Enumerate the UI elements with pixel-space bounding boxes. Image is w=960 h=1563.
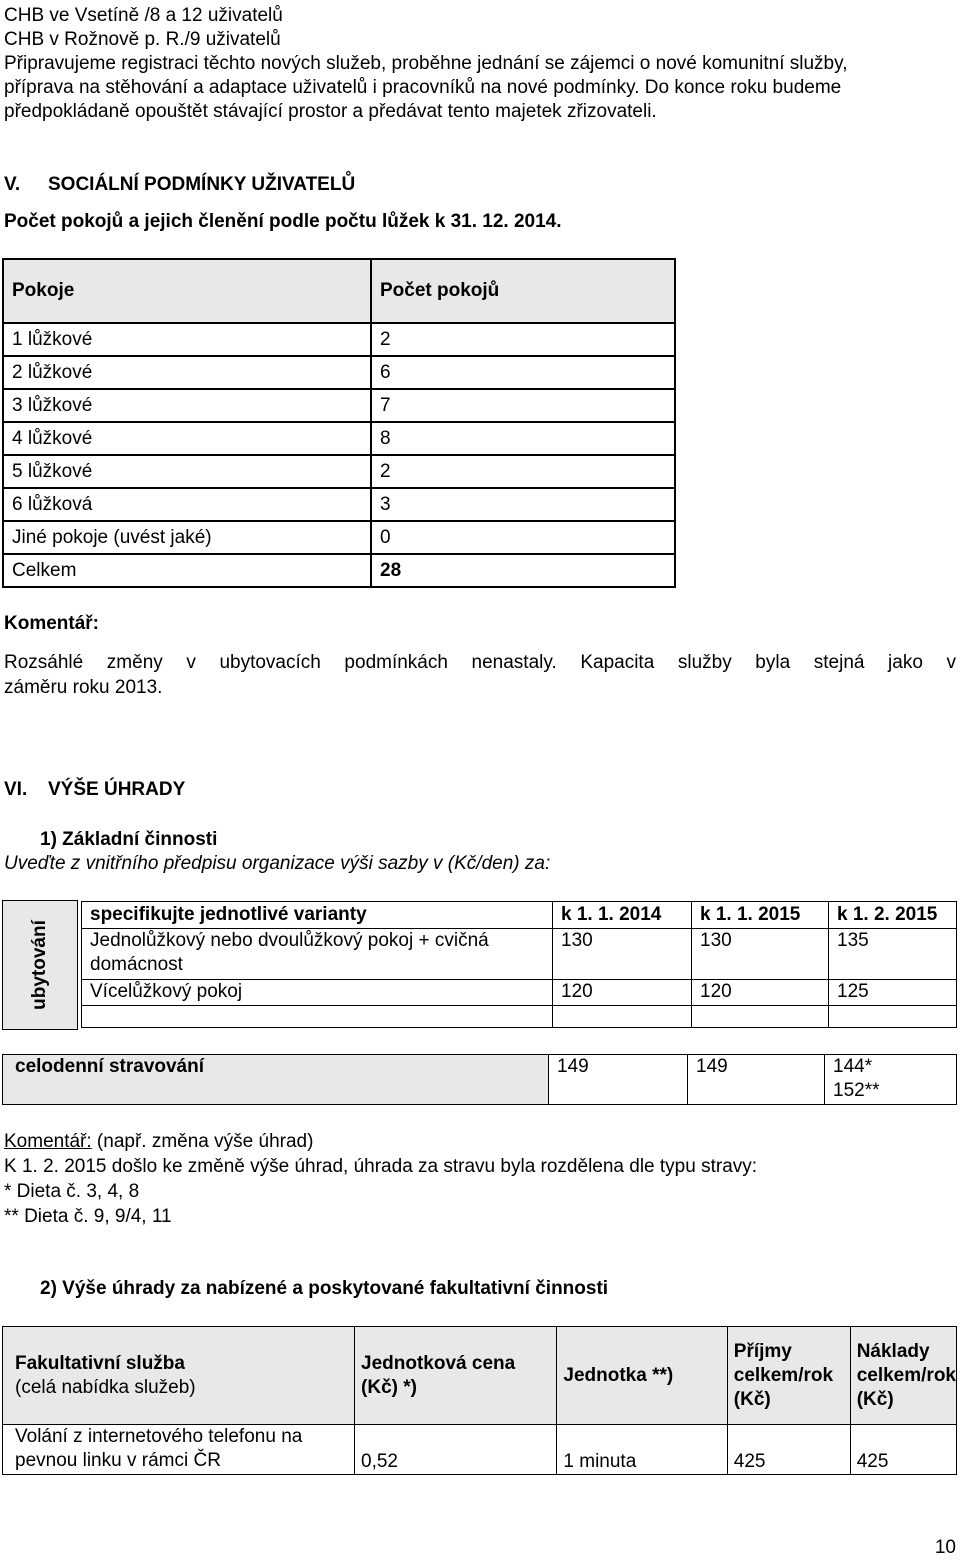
section-6-comment (4, 1130, 313, 1154)
meals-table (2, 1054, 957, 1105)
facultative-header-service-bold: Fakultativní služba (15, 1352, 185, 1374)
section-5-number: V. (4, 174, 21, 195)
meals-label: celodenní stravování (3, 1055, 549, 1105)
rooms-total-label: Celkem (3, 554, 371, 587)
meals-value: 149 (549, 1055, 688, 1105)
accommodation-row-value: 120 (553, 980, 692, 1006)
accommodation-row-empty (692, 1006, 829, 1028)
accommodation-row-value: 130 (692, 929, 829, 980)
section-6-comment-label: Komentář: (4, 1131, 92, 1152)
rooms-row-label: 2 lůžkové (3, 356, 371, 389)
facultative-table (2, 1326, 957, 1475)
rooms-row-value: 2 (371, 455, 675, 488)
meals-value-diet-b: 152** (833, 1080, 880, 1101)
accommodation-header-date: k 1. 2. 2015 (829, 902, 957, 929)
accommodation-side-label: ubytování (29, 920, 50, 1010)
rooms-row-value: 3 (371, 488, 675, 521)
rooms-row-value: 0 (371, 521, 675, 554)
rooms-row-label: 4 lůžkové (3, 422, 371, 455)
rooms-row-value: 7 (371, 389, 675, 422)
basic-activities-instruction: Uveďte z vnitřního předpisu organizace výši sazby v (Kč/den) za: (4, 853, 551, 874)
meals-value: 149 (688, 1055, 825, 1105)
facultative-row-cost: 425 (850, 1425, 956, 1475)
accommodation-row-empty (829, 1006, 957, 1028)
section-5-comment-line-2: záměru roku 2013. (4, 677, 163, 698)
rooms-header-type: Pokoje (3, 259, 371, 323)
rooms-row-label: 5 lůžkové (3, 455, 371, 488)
rooms-table (2, 258, 676, 588)
facultative-row-income: 425 (727, 1425, 850, 1475)
section-6-comment-line-3: ** Dieta č. 9, 9/4, 11 (4, 1206, 172, 1227)
facultative-header-price: Jednotková cena (Kč) *) (355, 1327, 557, 1425)
intro-paragraph-line-2: příprava na stěhování a adaptace uživatelů i pracovníků na nové podmínky. Do konce roku budeme (4, 77, 842, 98)
rooms-row-value: 6 (371, 356, 675, 389)
section-5-comment-label: Komentář: (4, 613, 100, 634)
section-5-comment-line-1: Rozsáhlé změny v ubytovacích podmínkách nenastaly. Kapacita služby byla stejná jako v (4, 652, 956, 673)
facultative-header-service (3, 1327, 355, 1425)
facultative-header-unit: Jednotka **) (557, 1327, 727, 1425)
accommodation-row-label: Jednolůžkový nebo dvoulůžkový pokoj + cvičná domácnost (82, 929, 553, 980)
rooms-header-count: Počet pokojů (371, 259, 675, 323)
facultative-row-unit: 1 minuta (557, 1425, 727, 1475)
rooms-row-value: 8 (371, 422, 675, 455)
facultative-header-service-note: (celá nabídka služeb) (15, 1376, 196, 1398)
rooms-total-value: 28 (371, 554, 675, 587)
rooms-row-label: 1 lůžkové (3, 323, 371, 356)
meals-value-split (825, 1055, 957, 1105)
accommodation-row-value: 120 (692, 980, 829, 1006)
accommodation-row-empty (82, 1006, 553, 1028)
intro-paragraph-line-1: Připravujeme registraci těchto nových služeb, proběhne jednání se zájemci o nové komunitní služby, (4, 53, 848, 74)
accommodation-row-value: 125 (829, 980, 957, 1006)
accommodation-header-variant: specifikujte jednotlivé varianty (82, 902, 553, 929)
accommodation-header-date: k 1. 1. 2014 (553, 902, 692, 929)
basic-activities-title: 1) Základní činnosti (40, 829, 218, 850)
accommodation-row-label: Vícelůžkový pokoj (82, 980, 553, 1006)
facultative-title: 2) Výše úhrady za nabízené a poskytované fakultativní činnosti (40, 1278, 609, 1299)
facultative-row-service: Volání z internetového telefonu na pevnou linku v rámci ČR (3, 1425, 355, 1475)
accommodation-row-value: 130 (553, 929, 692, 980)
header-line-1: CHB ve Vsetíně /8 a 12 uživatelů (4, 5, 283, 26)
accommodation-side-cell (2, 900, 78, 1030)
rooms-row-label: 6 lůžková (3, 488, 371, 521)
section-5-subtitle: Počet pokojů a jejich členění podle počtu lůžek k 31. 12. 2014. (4, 211, 562, 232)
facultative-header-income: Příjmy celkem/rok (Kč) (727, 1327, 850, 1425)
meals-value-diet-a: 144* (833, 1056, 873, 1077)
accommodation-row-empty (553, 1006, 692, 1028)
facultative-header-cost: Náklady celkem/rok (Kč) (850, 1327, 956, 1425)
section-6-number: VI. (4, 779, 28, 800)
section-6-comment-suffix: (např. změna výše úhrad) (91, 1131, 314, 1152)
header-line-2: CHB v Rožnově p. R./9 uživatelů (4, 29, 281, 50)
rooms-row-value: 2 (371, 323, 675, 356)
rooms-row-label: Jiné pokoje (uvést jaké) (3, 521, 371, 554)
page-number: 10 (934, 1537, 956, 1558)
section-6-comment-line-2: * Dieta č. 3, 4, 8 (4, 1181, 140, 1202)
accommodation-header-date: k 1. 1. 2015 (692, 902, 829, 929)
section-6-title: VÝŠE ÚHRADY (48, 779, 186, 800)
rooms-row-label: 3 lůžkové (3, 389, 371, 422)
section-6-comment-line-1: K 1. 2. 2015 došlo ke změně výše úhrad, úhrada za stravu byla rozdělena dle typu stravy: (4, 1156, 758, 1177)
accommodation-table (81, 901, 957, 1028)
section-5-title: SOCIÁLNÍ PODMÍNKY UŽIVATELŮ (48, 174, 356, 195)
accommodation-row-value: 135 (829, 929, 957, 980)
facultative-row-price: 0,52 (355, 1425, 557, 1475)
intro-paragraph-line-3: předpokládaně opouštět stávající prostor a předávat tento majetek zřizovateli. (4, 101, 657, 122)
